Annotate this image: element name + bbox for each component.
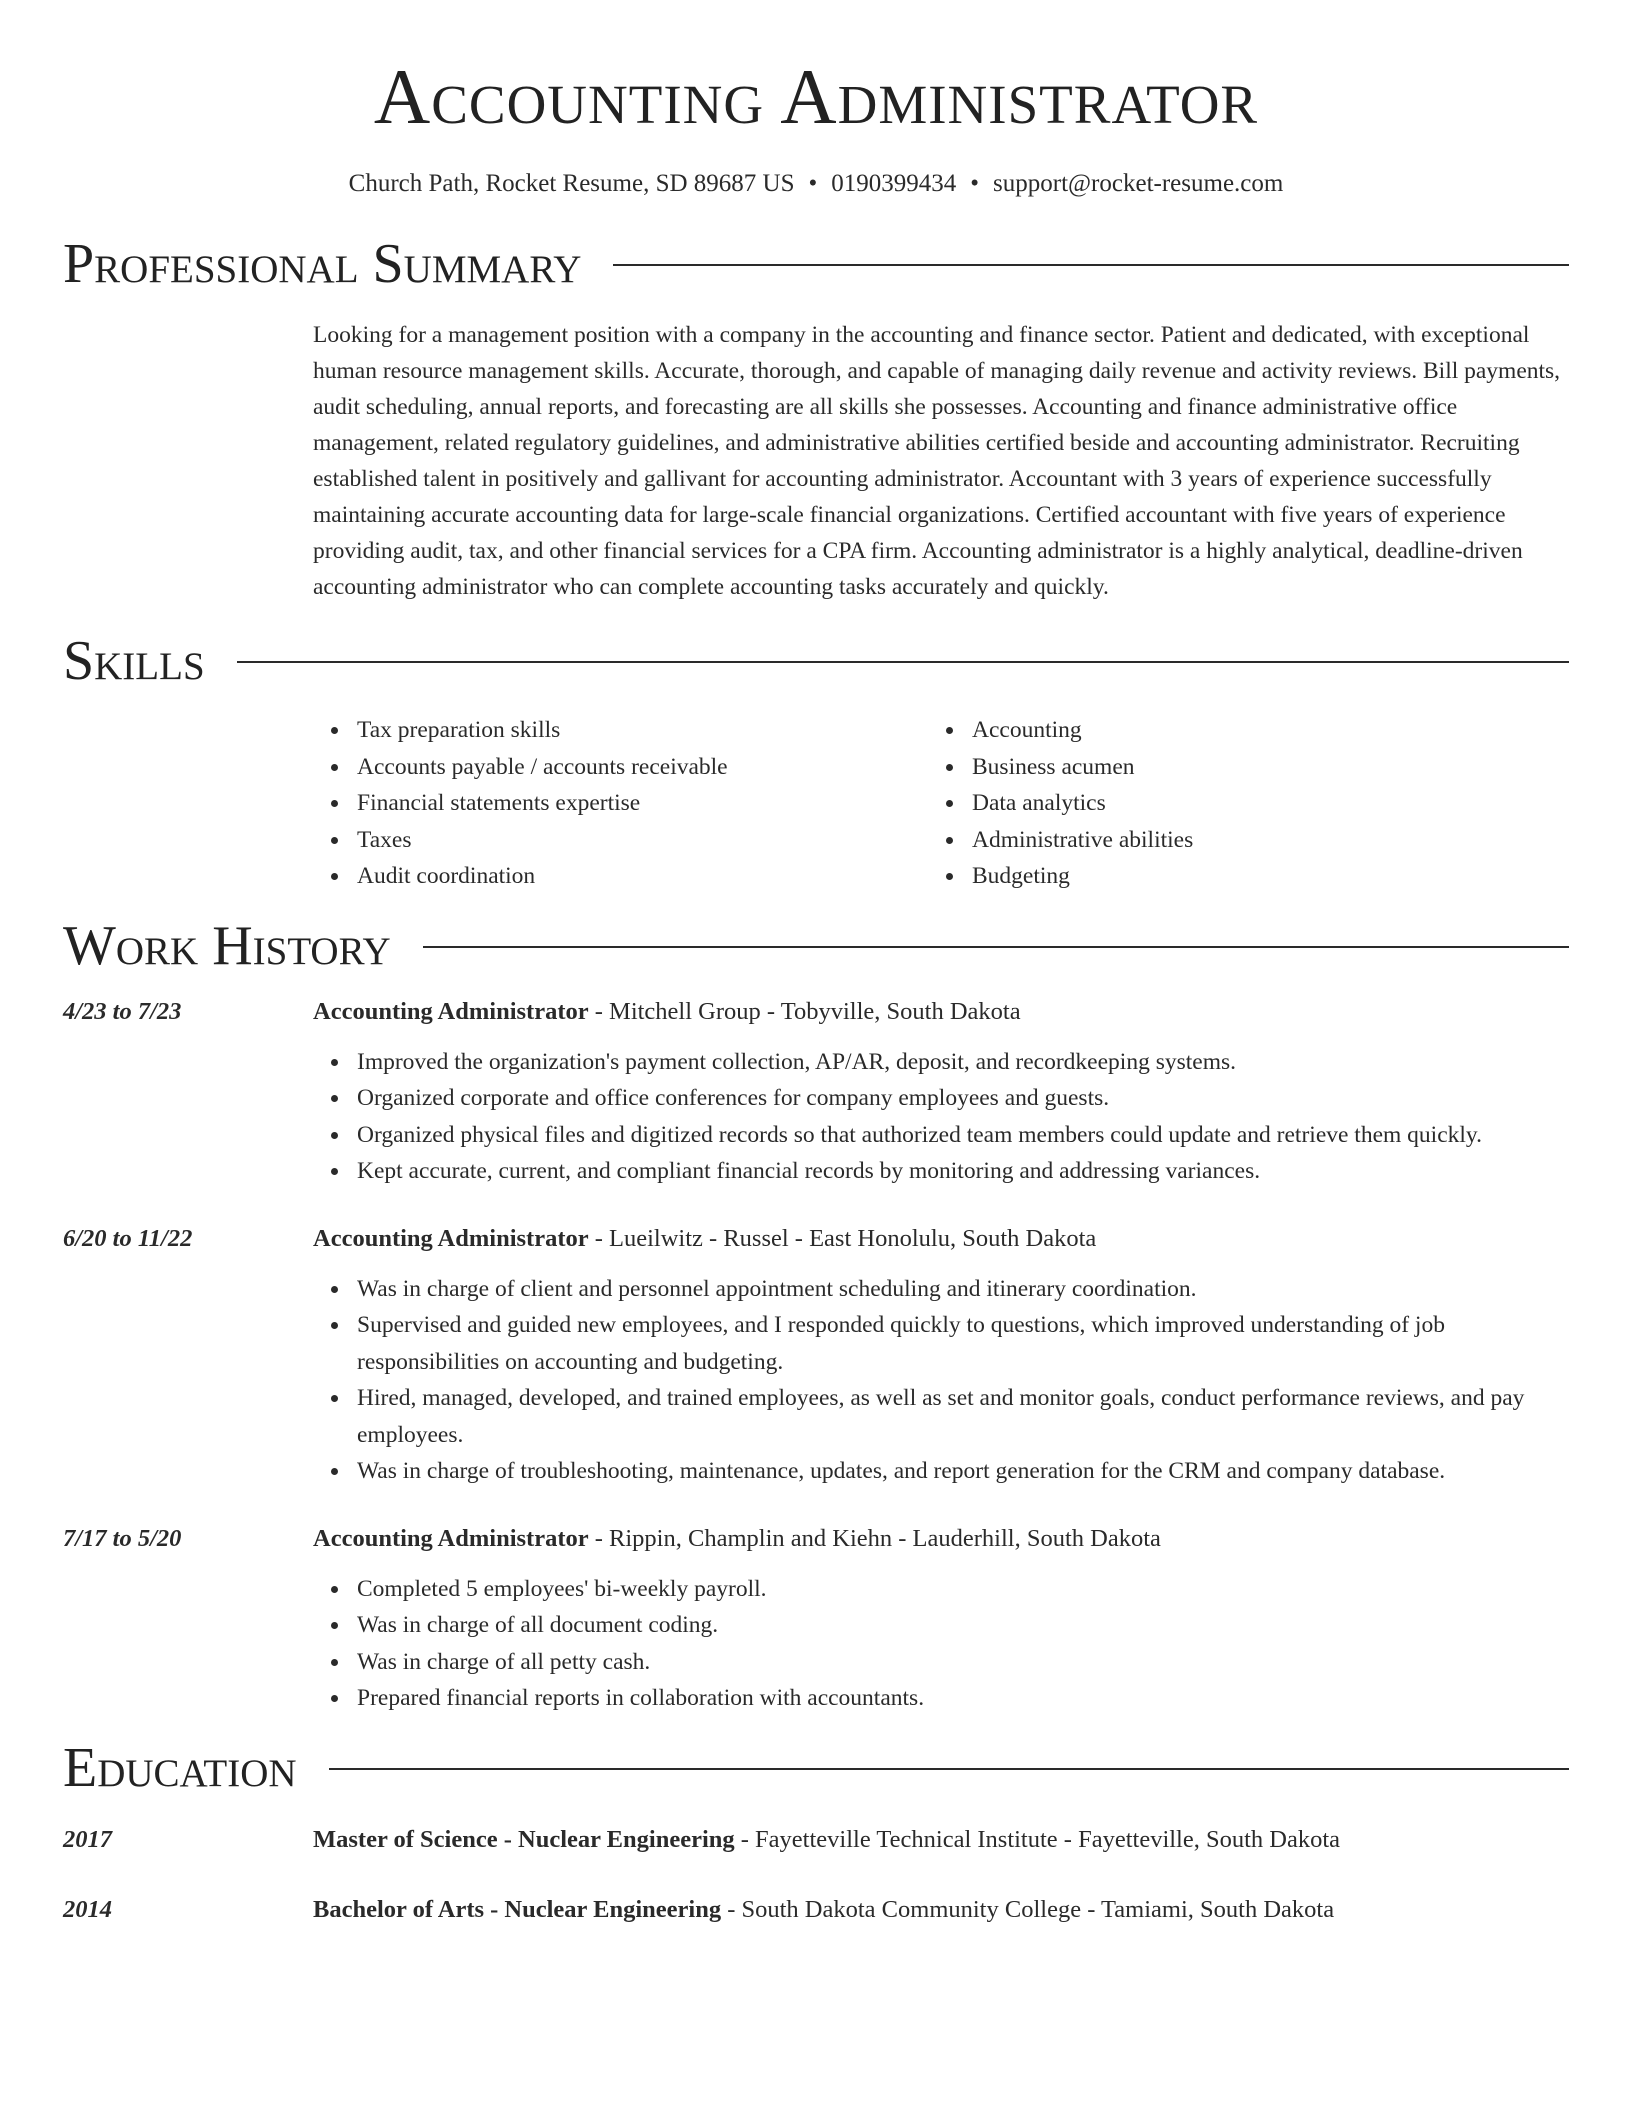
- job-bullet: Completed 5 employees' bi-weekly payroll.: [357, 1571, 1569, 1608]
- job-bullet: Prepared financial reports in collaboration with accountants.: [357, 1680, 1569, 1717]
- education-details: - South Dakota Community College - Tamiami, South Dakota: [721, 1895, 1335, 1923]
- skill-item: Accounting: [972, 712, 1543, 749]
- job-bullet: Supervised and guided new employees, and I responded quickly to questions, which improved understanding of job responsibilities on accounting and budgeting.: [357, 1307, 1569, 1380]
- job-bullet: Organized corporate and office conferences for company employees and guests.: [357, 1080, 1569, 1117]
- section-title: Education: [63, 1736, 297, 1799]
- skill-item: Budgeting: [972, 858, 1543, 895]
- job-bullets: [313, 1571, 1569, 1717]
- job-date: 7/17 to 5/20: [63, 1524, 182, 1552]
- skill-item: Business acumen: [972, 749, 1543, 786]
- job-bullets: [313, 1044, 1569, 1190]
- job-bullet: Was in charge of client and personnel appointment scheduling and itinerary coordination.: [357, 1271, 1569, 1308]
- skills-list: [928, 712, 1543, 895]
- job-body: [313, 1222, 1569, 1490]
- skills-grid: [313, 712, 1569, 895]
- education-section: [63, 1736, 1569, 1927]
- education-heading: [313, 1893, 1569, 1927]
- job-date: 6/20 to 11/22: [63, 1224, 193, 1252]
- contact-separator: •: [808, 170, 818, 197]
- skills-column-left: [313, 712, 928, 895]
- education-degree: Master of Science - Nuclear Engineering: [313, 1825, 735, 1853]
- skill-item: Tax preparation skills: [357, 712, 928, 749]
- job-role: Accounting Administrator: [313, 1224, 589, 1252]
- job-entry: [63, 1522, 1569, 1717]
- job-heading: [313, 1522, 1569, 1556]
- job-body: [313, 1522, 1569, 1717]
- section-header: [63, 1736, 1569, 1799]
- education-degree: Bachelor of Arts - Nuclear Engineering: [313, 1895, 722, 1923]
- section-divider: [237, 661, 1569, 663]
- education-year: 2014: [63, 1895, 112, 1923]
- skills-section: [63, 632, 1569, 895]
- resume-name: Accounting Administrator: [373, 53, 1259, 140]
- contact-separator: •: [970, 170, 980, 197]
- section-title: Work History: [63, 914, 391, 977]
- skill-item: Accounts payable / accounts receivable: [357, 749, 928, 786]
- education-entry: [63, 1823, 1569, 1857]
- skill-item: Financial statements expertise: [357, 785, 928, 822]
- job-bullets: [313, 1271, 1569, 1490]
- contact-line: [63, 170, 1569, 198]
- job-details: - Mitchell Group - Tobyville, South Dakota: [588, 997, 1021, 1025]
- education-entry: [63, 1893, 1569, 1927]
- job-bullet: Improved the organization's payment collection, AP/AR, deposit, and recordkeeping systems.: [357, 1044, 1569, 1081]
- summary-section: [63, 235, 1569, 605]
- summary-text: Looking for a management position with a company in the accounting and finance sector. Patient and dedicated, with exceptional human resource management skills. Accurate, thorough, and capable of managing daily revenue and activity reviews. Bill payments, audit scheduling, annual reports, and forecasting are all skills she possesses. Accounting and finance administrative office management, related regulatory guidelines, and administrative abilities certified beside and accounting administrator. Recruiting established talent in positively and gallivant for accounting administrator. Accountant with 3 years of experience successfully maintaining accurate accounting data for large-scale financial organizations. Certified accountant with five years of experience providing audit, tax, and other financial services for a CPA firm. Accounting administrator is a highly analytical, deadline-driven accounting administrator who can complete accounting tasks accurately and quickly.: [313, 322, 1561, 600]
- job-role: Accounting Administrator: [313, 997, 589, 1025]
- job-entry: [63, 1222, 1569, 1490]
- job-bullet: Was in charge of troubleshooting, maintenance, updates, and report generation for the CRM and company database.: [357, 1453, 1569, 1490]
- education-body: [313, 1893, 1569, 1927]
- contact-email: support@rocket-resume.com: [993, 170, 1284, 197]
- skill-item: Administrative abilities: [972, 822, 1543, 859]
- section-header: [63, 632, 1569, 690]
- job-bullet: Organized physical files and digitized records so that authorized team members could update and retrieve them quickly.: [357, 1117, 1569, 1154]
- job-bullet: Was in charge of all petty cash.: [357, 1644, 1569, 1681]
- job-bullet: Kept accurate, current, and compliant financial records by monitoring and addressing variances.: [357, 1153, 1569, 1190]
- job-entry: [63, 995, 1569, 1190]
- skill-item: Taxes: [357, 822, 928, 859]
- section-header: [63, 914, 1569, 977]
- work-history-section: [63, 914, 1569, 1717]
- job-date: 4/23 to 7/23: [63, 997, 182, 1025]
- education-heading: [313, 1823, 1569, 1857]
- job-heading: [313, 995, 1569, 1029]
- job-details: - Rippin, Champlin and Kiehn - Lauderhill, South Dakota: [588, 1524, 1161, 1552]
- job-bullet: Hired, managed, developed, and trained employees, as well as set and monitor goals, conduct performance reviews, and pay employees.: [357, 1380, 1569, 1453]
- job-body: [313, 995, 1569, 1190]
- section-divider: [613, 264, 1569, 266]
- section-title: Skills: [63, 630, 205, 692]
- section-divider: [329, 1768, 1569, 1770]
- contact-phone: 0190399434: [831, 170, 957, 197]
- job-bullet: Was in charge of all document coding.: [357, 1607, 1569, 1644]
- education-details: - Fayetteville Technical Institute - Fayetteville, South Dakota: [734, 1825, 1341, 1853]
- job-details: - Lueilwitz - Russel - East Honolulu, South Dakota: [588, 1224, 1097, 1252]
- section-title: Professional Summary: [63, 233, 582, 295]
- education-body: [313, 1823, 1569, 1857]
- education-year: 2017: [63, 1825, 112, 1853]
- section-divider: [423, 946, 1569, 948]
- section-header: [63, 235, 1569, 293]
- job-role: Accounting Administrator: [313, 1524, 589, 1552]
- job-heading: [313, 1222, 1569, 1256]
- skill-item: Audit coordination: [357, 858, 928, 895]
- contact-address: Church Path, Rocket Resume, SD 89687 US: [348, 170, 795, 197]
- skill-item: Data analytics: [972, 785, 1543, 822]
- skills-list: [313, 712, 928, 895]
- skills-column-right: [928, 712, 1543, 895]
